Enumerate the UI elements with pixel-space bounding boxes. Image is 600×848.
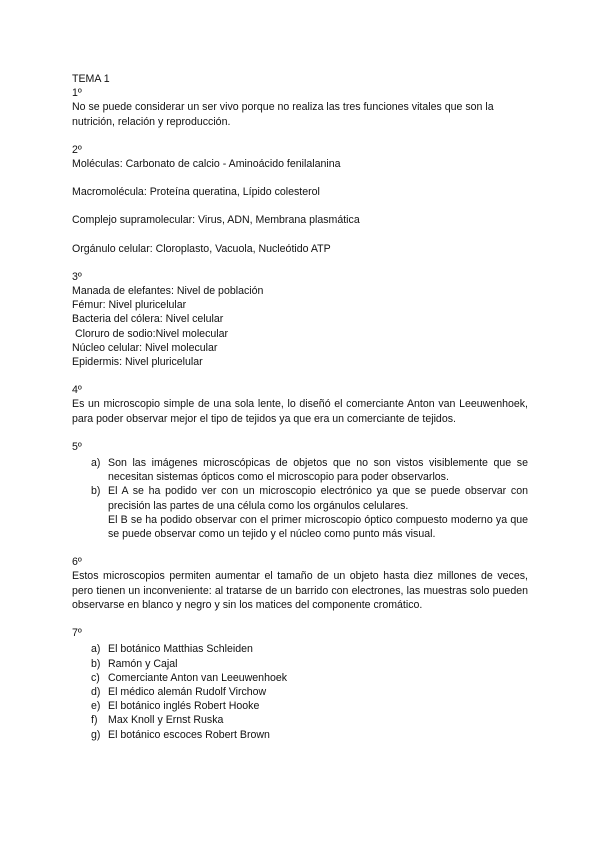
list-text: Max Knoll y Ernst Ruska <box>108 714 224 727</box>
list-text: El A se ha podido ver con un microscopio electrónico ya que se puede observar con precisión las partes de una célula como los orgánulos celulares. <box>108 485 528 512</box>
list-text: El médico alemán Rudolf Virchow <box>108 685 267 698</box>
list-marker: e) <box>91 700 101 713</box>
q3-line: Fémur: Nivel pluricelular <box>72 299 187 312</box>
q6-answer: Estos microscopios permiten aumentar el tamaño de un objeto hasta diez millones de veces, pero tienen un inconveniente: al tratarse de un barrido con electrones, las muestras solo pueden observarse en blanco y negro y sin los matices del componente cromático. <box>72 570 528 611</box>
list-item <box>72 699 528 713</box>
list-text: El botánico escoces Robert Brown <box>108 728 270 741</box>
list-marker: a) <box>91 643 101 656</box>
list-item <box>72 713 528 727</box>
q2-line: Macromolécula: Proteína queratina, Lípido colesterol <box>72 186 320 199</box>
q3-line: Bacteria del cólera: Nivel celular <box>72 313 224 326</box>
q5-b-continuation: El B se ha podido observar con el primer microscopio óptico compuesto moderno ya que se puede observar como un tejido y el núcleo como punto más visual. <box>108 513 528 541</box>
list-item <box>72 671 528 685</box>
q4-answer: Es un microscopio simple de una sola lente, lo diseñó el comerciante Anton van Leeuwenhoek, para poder observar mejor el tipo de tejidos ya que era un comerciante de tejidos. <box>72 398 528 425</box>
list-item <box>72 456 528 484</box>
list-text: El botánico inglés Robert Hooke <box>108 700 260 713</box>
document-title: TEMA 1 <box>72 73 110 85</box>
q3-line: Epidermis: Nivel pluricelular <box>72 356 203 369</box>
list-text: Ramón y Cajal <box>108 657 178 670</box>
list-item <box>72 728 528 742</box>
list-marker: c) <box>91 671 100 684</box>
q2-number: 2º <box>72 143 82 156</box>
list-marker: d) <box>91 685 101 698</box>
list-marker: b) <box>91 657 101 670</box>
q4-number: 4º <box>72 384 82 397</box>
list-marker: b) <box>91 485 101 498</box>
list-text: Comerciante Anton van Leeuwenhoek <box>108 671 288 684</box>
list-item <box>72 685 528 699</box>
list-marker: a) <box>91 457 101 470</box>
q7-number: 7º <box>72 627 82 640</box>
list-text: El botánico Matthias Schleiden <box>108 643 253 656</box>
q3-number: 3º <box>72 270 82 283</box>
q5-number: 5º <box>72 440 82 453</box>
q6-number: 6º <box>72 556 82 569</box>
q1-number: 1º <box>72 87 82 100</box>
list-marker: g) <box>91 728 101 741</box>
q1-answer: No se puede considerar un ser vivo porque no realiza las tres funciones vitales que son la nutrición, relación y reproducción. <box>72 101 494 128</box>
q3-line: Cloruro de sodio:Nivel molecular <box>72 327 229 340</box>
document-page <box>72 72 528 742</box>
list-item <box>72 484 528 512</box>
q2-line: Orgánulo celular: Cloroplasto, Vacuola, Nucleótido ATP <box>72 242 331 255</box>
q5-list <box>72 456 528 513</box>
q2-line: Moléculas: Carbonato de calcio - Aminoácido fenilalanina <box>72 158 341 171</box>
list-item <box>72 657 528 671</box>
q7-list <box>72 642 528 741</box>
list-marker: f) <box>91 714 98 727</box>
list-text: Son las imágenes microscópicas de objetos que no son vistos visiblemente que se necesitan sistemas ópticos como el microscopio para poder observarlos. <box>108 457 528 484</box>
q3-line: Manada de elefantes: Nivel de población <box>72 285 264 298</box>
q3-line: Núcleo celular: Nivel molecular <box>72 341 218 354</box>
q2-line: Complejo supramolecular: Virus, ADN, Membrana plasmática <box>72 214 360 227</box>
list-item <box>72 642 528 656</box>
